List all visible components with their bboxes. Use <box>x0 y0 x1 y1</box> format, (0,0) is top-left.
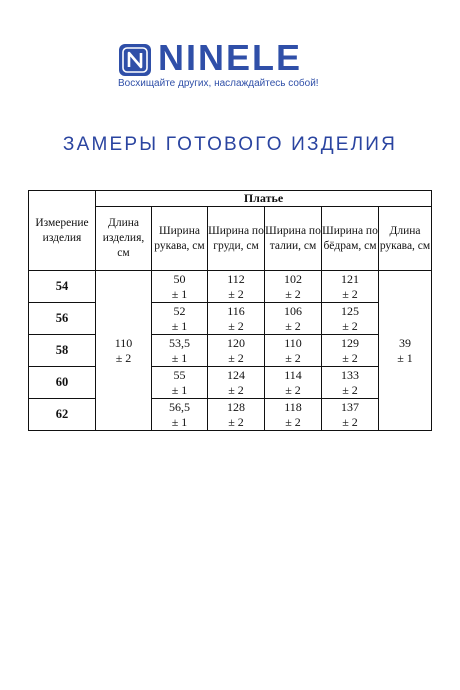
chest-cell <box>208 271 265 303</box>
sleeve-width-cell <box>152 399 208 431</box>
length-value: 110 <box>114 335 133 350</box>
tolerance: ± 2 <box>285 350 301 365</box>
column-header: Длина рукава, см <box>379 207 432 271</box>
value: 128 <box>227 399 245 414</box>
value: 106 <box>284 303 302 318</box>
waist-cell <box>265 335 322 367</box>
tolerance: ± 2 <box>342 286 358 301</box>
value: 118 <box>284 399 302 414</box>
hips-cell <box>322 271 379 303</box>
brand-tagline: Восхищайте других, наслаждайтесь собой! <box>118 78 319 89</box>
chest-cell <box>208 335 265 367</box>
value: 125 <box>341 303 359 318</box>
size-cell: 60 <box>29 367 96 399</box>
tolerance: ± 1 <box>171 350 188 365</box>
tolerance: ± 1 <box>171 318 188 333</box>
value: 112 <box>227 271 245 286</box>
value: 52 <box>173 303 186 318</box>
size-cell: 54 <box>29 271 96 303</box>
column-header: Ширина по груди, см <box>208 207 265 271</box>
column-header: Ширина по бёдрам, см <box>322 207 379 271</box>
tolerance: ± 2 <box>342 382 358 397</box>
hips-cell <box>322 399 379 431</box>
value: 124 <box>227 367 245 382</box>
size-cell: 56 <box>29 303 96 335</box>
column-header: Длина изделия, см <box>96 207 152 271</box>
waist-cell <box>265 367 322 399</box>
length-tolerance: ± 2 <box>115 350 132 365</box>
tolerance: ± 2 <box>285 318 301 333</box>
value: 50 <box>173 271 186 286</box>
size-chart-table <box>28 190 432 431</box>
tolerance: ± 2 <box>342 350 358 365</box>
sleeve-length-cell <box>379 271 432 431</box>
tolerance: ± 2 <box>228 414 244 429</box>
waist-cell <box>265 303 322 335</box>
tolerance: ± 2 <box>285 382 301 397</box>
sleeve-width-cell <box>152 303 208 335</box>
value: 102 <box>284 271 302 286</box>
size-cell: 62 <box>29 399 96 431</box>
sleeve-length-value: 39 <box>399 335 411 350</box>
table-row <box>29 335 432 367</box>
tolerance: ± 2 <box>228 382 244 397</box>
column-header: Ширина по талии, см <box>265 207 322 271</box>
sleeve-width-cell <box>152 271 208 303</box>
chest-cell <box>208 367 265 399</box>
tolerance: ± 2 <box>285 414 301 429</box>
tolerance: ± 1 <box>171 286 188 301</box>
brand-name: NINELE <box>158 37 303 78</box>
hips-cell <box>322 335 379 367</box>
column-header: Ширина рукава, см <box>152 207 208 271</box>
tolerance: ± 2 <box>342 414 358 429</box>
product-header: Платье <box>96 191 432 207</box>
hips-cell <box>322 303 379 335</box>
value: 129 <box>341 335 359 350</box>
value: 55 <box>173 367 186 382</box>
value: 110 <box>284 335 302 350</box>
length-cell <box>96 271 152 431</box>
value: 133 <box>341 367 359 382</box>
table-row <box>29 271 432 303</box>
value: 53,5 <box>169 335 190 350</box>
tolerance: ± 2 <box>228 350 244 365</box>
tolerance: ± 2 <box>228 286 244 301</box>
corner-header: Измерение изделия <box>29 191 96 271</box>
logo-mark-icon <box>118 43 152 77</box>
value: 56,5 <box>169 399 190 414</box>
size-cell: 58 <box>29 335 96 367</box>
sleeve-width-cell <box>152 335 208 367</box>
sleeve-width-cell <box>152 367 208 399</box>
table-row <box>29 367 432 399</box>
chest-cell <box>208 399 265 431</box>
value: 121 <box>341 271 359 286</box>
hips-cell <box>322 367 379 399</box>
tolerance: ± 1 <box>171 414 188 429</box>
value: 116 <box>227 303 245 318</box>
chest-cell <box>208 303 265 335</box>
tolerance: ± 2 <box>285 286 301 301</box>
value: 137 <box>341 399 359 414</box>
value: 114 <box>284 367 302 382</box>
waist-cell <box>265 271 322 303</box>
waist-cell <box>265 399 322 431</box>
tolerance: ± 2 <box>342 318 358 333</box>
table-row <box>29 303 432 335</box>
tolerance: ± 2 <box>228 318 244 333</box>
brand-logo <box>118 37 358 92</box>
page-title: ЗАМЕРЫ ГОТОВОГО ИЗДЕЛИЯ <box>62 134 398 155</box>
tolerance: ± 1 <box>171 382 188 397</box>
table-row <box>29 399 432 431</box>
sleeve-length-tolerance: ± 1 <box>397 350 413 365</box>
value: 120 <box>227 335 245 350</box>
